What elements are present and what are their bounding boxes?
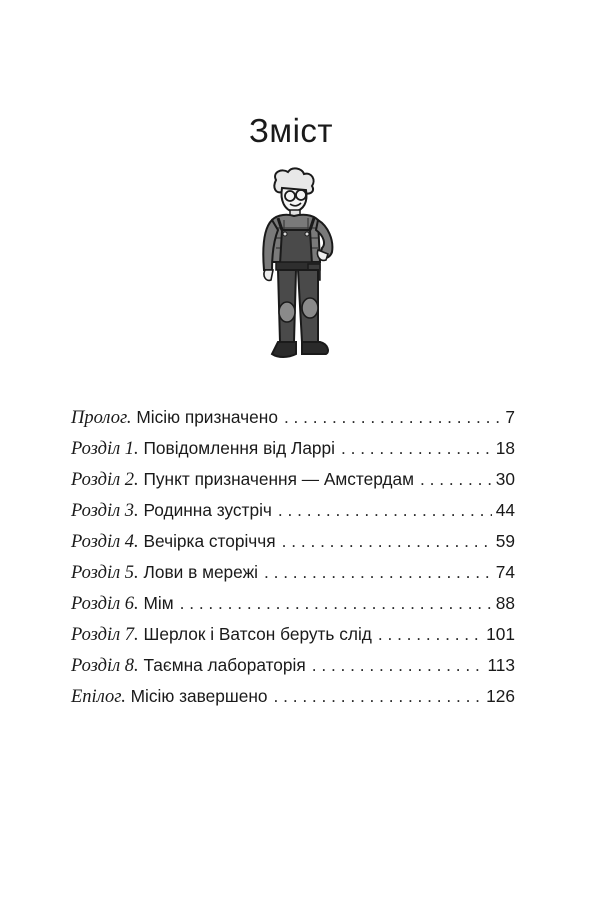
toc-dot-leader	[180, 588, 492, 619]
toc-entry-title: Таємна лабораторія	[143, 655, 306, 675]
toc-entry-page: 18	[495, 438, 515, 458]
toc-entry-kind: Розділ 2.	[71, 470, 139, 490]
toc-dot-leader	[274, 681, 483, 712]
toc-entry-chapter-6[interactable]	[71, 588, 515, 619]
toc-entry-label	[71, 464, 414, 496]
toc-entry-page: 126	[486, 686, 515, 706]
toc-entry-kind: Розділ 3.	[71, 501, 139, 521]
toc-entry-page: 59	[495, 531, 515, 551]
toc-entry-chapter-4[interactable]	[71, 526, 515, 557]
toc-entry-chapter-2[interactable]	[71, 464, 515, 495]
toc-entry-title: Родинна зустріч	[143, 500, 272, 520]
toc-entry-label	[71, 495, 272, 527]
toc-entry-label	[71, 588, 174, 620]
cartoon-man-in-overalls-icon	[238, 166, 348, 366]
toc-entry-page: 7	[505, 407, 515, 427]
toc-entry-chapter-1[interactable]	[71, 433, 515, 464]
toc-entry-page: 101	[486, 624, 515, 644]
toc-entry-kind: Епілог.	[71, 687, 126, 707]
toc-entry-kind: Розділ 7.	[71, 625, 139, 645]
toc-dot-leader	[378, 619, 482, 650]
toc-dot-leader	[312, 650, 484, 681]
toc-dot-leader	[420, 464, 492, 495]
toc-entry-title: Пункт призначення — Амстердам	[143, 469, 415, 489]
toc-entry-label	[71, 526, 276, 558]
toc-entry-chapter-7[interactable]	[71, 619, 515, 650]
toc-dot-leader	[284, 402, 501, 433]
toc-entry-page: 88	[495, 593, 515, 613]
toc-entry-prologue[interactable]	[71, 402, 515, 433]
toc-dot-leader	[341, 433, 492, 464]
toc-entry-title: Повідомлення від Ларрі	[143, 438, 335, 458]
toc-entry-page: 74	[495, 562, 515, 582]
toc-entry-label	[71, 557, 258, 589]
toc-entry-title: Лови в мережі	[143, 562, 258, 582]
toc-entry-kind: Пролог.	[71, 408, 132, 428]
toc-entry-kind: Розділ 4.	[71, 532, 139, 552]
toc-entry-chapter-3[interactable]	[71, 495, 515, 526]
toc-entry-kind: Розділ 6.	[71, 594, 139, 614]
toc-entry-label	[71, 650, 306, 682]
toc-entry-page: 113	[487, 655, 515, 675]
table-of-contents	[71, 402, 515, 712]
toc-entry-kind: Розділ 5.	[71, 563, 139, 583]
cartoon-man-illustration	[238, 166, 348, 366]
toc-entry-label	[71, 402, 278, 434]
toc-entry-kind: Розділ 8.	[71, 656, 139, 676]
toc-entry-label	[71, 681, 268, 713]
toc-entry-title: Мім	[143, 593, 174, 613]
toc-entry-title: Вечірка сторіччя	[143, 531, 276, 551]
toc-dot-leader	[282, 526, 492, 557]
page-title: Зміст	[248, 112, 334, 149]
toc-entry-page: 44	[495, 500, 515, 520]
toc-dot-leader	[264, 557, 492, 588]
toc-entry-chapter-5[interactable]	[71, 557, 515, 588]
toc-dot-leader	[278, 495, 492, 526]
toc-entry-label	[71, 619, 372, 651]
toc-entry-chapter-8[interactable]	[71, 650, 515, 681]
toc-entry-label	[71, 433, 335, 465]
toc-entry-title: Місію призначено	[136, 407, 278, 427]
toc-entry-title: Місію завершено	[130, 686, 268, 706]
toc-entry-kind: Розділ 1.	[71, 439, 139, 459]
toc-entry-epilogue[interactable]	[71, 681, 515, 712]
toc-entry-page: 30	[495, 469, 515, 489]
toc-entry-title: Шерлок і Ватсон беруть слід	[143, 624, 372, 644]
